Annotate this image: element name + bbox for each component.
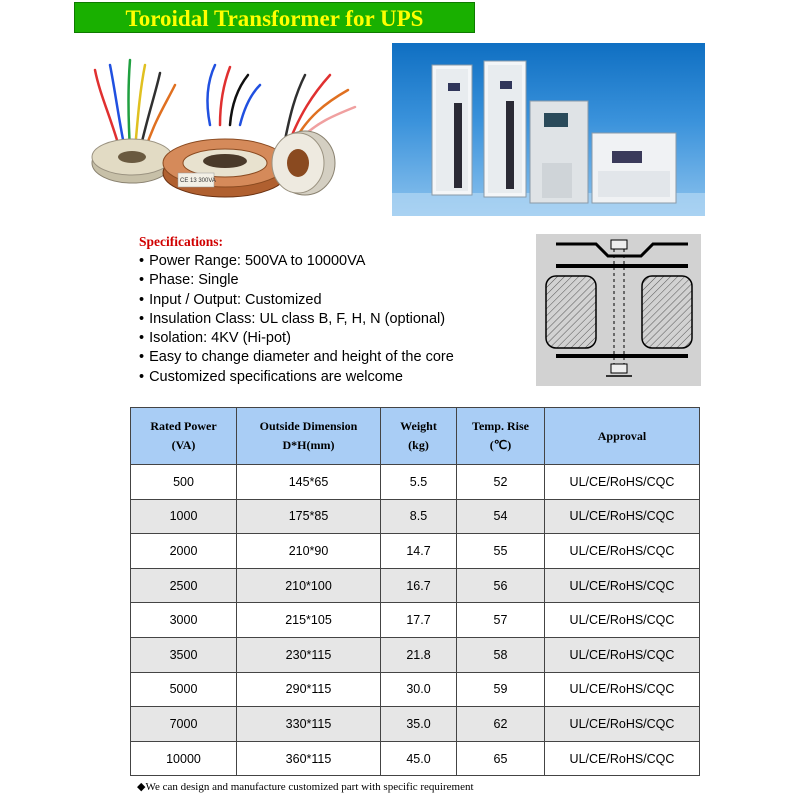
table-cell: 210*90 (237, 534, 381, 569)
spec-item: • Insulation Class: UL class B, F, H, N (optional) (139, 310, 454, 329)
table-cell: 56 (457, 568, 545, 603)
table-header-row (131, 408, 700, 465)
col-header-temp-rise (457, 408, 545, 465)
header-line: (℃) (489, 438, 512, 452)
table-cell: 30.0 (381, 672, 457, 707)
table-row (131, 603, 700, 638)
header-line: D*H(mm) (282, 438, 335, 452)
table-cell: 14.7 (381, 534, 457, 569)
spec-item: • Input / Output: Customized (139, 291, 454, 310)
table-row (131, 534, 700, 569)
table-row (131, 672, 700, 707)
table-cell: 7000 (131, 707, 237, 742)
header-line: Approval (597, 428, 647, 443)
table-row (131, 637, 700, 672)
table-cell: UL/CE/RoHS/CQC (545, 672, 700, 707)
table-cell: 215*105 (237, 603, 381, 638)
table-cell: 290*115 (237, 672, 381, 707)
table-cell: 52 (457, 465, 545, 500)
table-cell: 1000 (131, 499, 237, 534)
spec-item: • Isolation: 4KV (Hi-pot) (139, 329, 454, 348)
header-line: (VA) (171, 438, 196, 452)
table-cell: 58 (457, 637, 545, 672)
table-cell: 5000 (131, 672, 237, 707)
specifications-list (139, 252, 454, 387)
col-header-outside-dimension (237, 408, 381, 465)
table-cell: 2500 (131, 568, 237, 603)
spec-item: • Power Range: 500VA to 10000VA (139, 252, 454, 271)
table-cell: 330*115 (237, 707, 381, 742)
table-cell: UL/CE/RoHS/CQC (545, 534, 700, 569)
spec-table (130, 407, 700, 776)
table-cell: 230*115 (237, 637, 381, 672)
table-cell: 55 (457, 534, 545, 569)
table-cell: 210*100 (237, 568, 381, 603)
table-cell: UL/CE/RoHS/CQC (545, 741, 700, 776)
transformer-cross-section-diagram (536, 234, 701, 386)
header-line: Outside Dimension (259, 419, 358, 433)
table-cell: 65 (457, 741, 545, 776)
table-cell: UL/CE/RoHS/CQC (545, 568, 700, 603)
specifications-title: Specifications: (139, 234, 223, 249)
header-line: Weight (400, 419, 437, 433)
table-cell: 21.8 (381, 637, 457, 672)
table-cell: 59 (457, 672, 545, 707)
ups-cabinets-illustration (392, 43, 705, 216)
table-cell: 3500 (131, 637, 237, 672)
table-cell: 3000 (131, 603, 237, 638)
table-cell: 2000 (131, 534, 237, 569)
spec-item: • Phase: Single (139, 271, 454, 290)
table-row (131, 568, 700, 603)
spec-item: • Easy to change diameter and height of the core (139, 348, 454, 367)
table-cell: 175*85 (237, 499, 381, 534)
table-cell: 16.7 (381, 568, 457, 603)
header-line: Temp. Rise (472, 419, 529, 433)
table-cell: 45.0 (381, 741, 457, 776)
table-cell: 54 (457, 499, 545, 534)
table-row (131, 741, 700, 776)
table-cell: 8.5 (381, 499, 457, 534)
photo-label-middle: CE 13 300VA (180, 178, 216, 184)
title-banner (74, 2, 475, 33)
table-row (131, 499, 700, 534)
table-cell: 57 (457, 603, 545, 638)
header-line: Rated Power (150, 419, 217, 433)
page-title: Toroidal Transformer for UPS (125, 6, 424, 31)
table-cell: 62 (457, 707, 545, 742)
col-header-rated-power (131, 408, 237, 465)
spec-item: • Customized specifications are welcome (139, 368, 454, 387)
footnote: ◆We can design and manufacture customized part with specific requirement (137, 781, 474, 793)
table-cell: 17.7 (381, 603, 457, 638)
table-cell: 10000 (131, 741, 237, 776)
table-cell: 5.5 (381, 465, 457, 500)
ups-cabinets-photo (392, 43, 705, 216)
table-row (131, 707, 700, 742)
cross-section-illustration (536, 234, 701, 386)
transformers-illustration (80, 45, 370, 200)
toroidal-transformers-photo (80, 45, 370, 200)
col-header-weight (381, 408, 457, 465)
table-cell: UL/CE/RoHS/CQC (545, 707, 700, 742)
table-cell: 145*65 (237, 465, 381, 500)
table-cell: UL/CE/RoHS/CQC (545, 603, 700, 638)
col-header-approval (545, 408, 700, 465)
table-cell: 35.0 (381, 707, 457, 742)
table-cell: UL/CE/RoHS/CQC (545, 499, 700, 534)
table-row (131, 465, 700, 500)
table-cell: UL/CE/RoHS/CQC (545, 637, 700, 672)
table-cell: 360*115 (237, 741, 381, 776)
table-cell: 500 (131, 465, 237, 500)
table-cell: UL/CE/RoHS/CQC (545, 465, 700, 500)
header-line: (kg) (408, 438, 429, 452)
